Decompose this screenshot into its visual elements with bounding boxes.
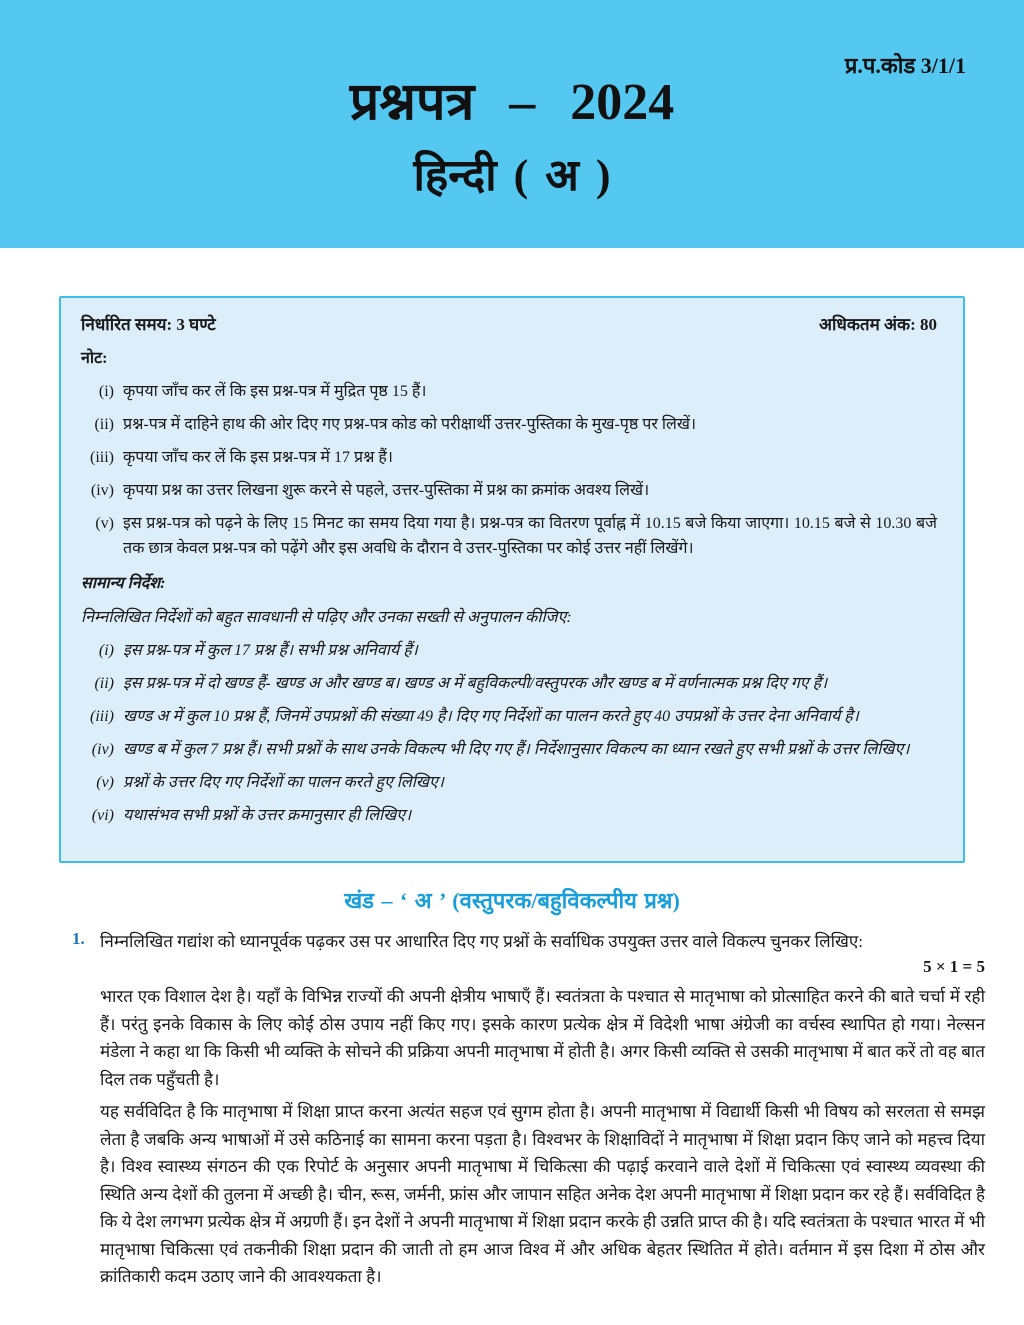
passage-paragraph-1: भारत एक विशाल देश है। यहाँ के विभिन्न राज्यों की अपनी क्षेत्रीय भाषाएँ हैं। स्वतंत्रता के पश्चात से मातृभाषा को प्रोत्साहित करने की बाते चर्चा में रही हैं। परंतु इनके विकास के लिए कोई ठोस उपाय नहीं किए गए। इसके कारण प्रत्येक क्षेत्र में विदेशी भाषा अंग्रेजी का वर्चस्व स्थापित हो गया। नेल्सन मंडेला ने कहा था कि किसी भी व्यक्ति के सोचने की प्रक्रिया अपनी मातृभाषा में होती है। अगर किसी व्यक्ति से उसकी मातृभाषा में बात करें तो वह बात दिल तक पहुँचती है। [100,987,985,1089]
note-item-text: इस प्रश्न-पत्र को पढ़ने के लिए 15 मिनट का समय दिया गया है। प्रश्न-पत्र का वितरण पूर्वाह्न में 10.15 बजे किया जाएगा। 10.15 बजे से 10.30 बजे तक छात्र केवल प्रश्न-पत्र को पढ़ेंगे और इस अवधि के दौरान वे उत्तर-पुस्तिका पर कोई उत्तर नहीं लिखेंगे। [123,515,937,557]
note-item-text: कृपया जाँच कर लें कि इस प्रश्न-पत्र में मुद्रित पृष्ठ 15 हैं। [123,383,427,400]
question-1-passage [100,983,985,1291]
instructions-box [59,296,965,863]
general-item [81,803,937,828]
general-item-number: (vi) [91,807,114,824]
note-item-text: कृपया जाँच कर लें कि इस प्रश्न-पत्र में 17 प्रश्न हैं। [123,449,393,466]
exam-subject: हिन्दी ( अ ) [413,151,611,201]
general-item-number: (iii) [90,708,114,725]
exam-header-banner [0,0,1024,248]
question-1-text: निम्नलिखित गद्यांश को ध्यानपूर्वक पढ़कर उस पर आधारित दिए गए प्रश्नों के सर्वाधिक उपयुक्त उत्तर वाले विकल्प चुनकर लिखिए: [100,932,864,951]
general-instructions-intro: निम्नलिखित निर्देशों को बहुत सावधानी से पढ़िए और उनका सख्ती से अनुपालन कीजिए: [81,609,572,626]
passage-paragraph-2: यह सर्वविदित है कि मातृभाषा में शिक्षा प्राप्त करना अत्यंत सहज एवं सुगम होता है। अपनी मातृभाषा में विद्यार्थी किसी भी विषय को सरलता से समझ लेता है जबकि अन्य भाषाओं में उसे कठिनाई का सामना करना पड़ता है। विश्वभर के शिक्षाविदों ने मातृभाषा में शिक्षा प्रदान किए जाने को महत्त्व दिया है। विश्व स्वास्थ्य संगठन की एक रिपोर्ट के अनुसार अपनी मातृभाषा में चिकित्सा की पढ़ाई करवाने वाले देशों में चिकित्सा एवं स्वास्थ्य व्यवस्था की स्थिति अन्य देशों की तुलना में अच्छी है। चीन, रूस, जर्मनी, फ्रांस और जापान सहित अनेक देश अपनी मातृभाषा में शिक्षा प्रदान कर रहे हैं। सर्वविदित है कि ये देश लगभग प्रत्येक क्षेत्र में अग्रणी हैं। इन देशों ने अपनी मातृभाषा में शिक्षा प्रदान करके ही उन्नति प्राप्त की है। यदि स्वतंत्रता के पश्चात भारत में भी मातृभाषा चिकित्सा एवं तकनीकी शिक्षा प्रदान की जाती तो हम आज विश्व में और अधिक बेहतर स्थितित में होते। वर्तमान में इस दिशा में ठोस और क्रांतिकारी कदम उठाए जाने की आवश्यकता है। [100,1102,985,1286]
general-item-text: इस प्रश्न-पत्र में कुल 17 प्रश्न हैं। सभी प्रश्न अनिवार्य हैं। [123,642,418,659]
notes-list [81,379,937,561]
general-item-number: (v) [96,774,114,791]
general-item [81,737,937,762]
general-item [81,638,937,663]
general-item-text: इस प्रश्न-पत्र में दो खण्ड हैं- खण्ड अ और खण्ड ब। खण्ड अ में बहुविकल्पी/वस्तुपरक और खण्ड ब में वर्णनात्मक प्रश्न दिए गए हैं। [123,675,828,692]
note-item [81,478,937,503]
note-item [81,379,937,404]
general-item-number: (ii) [94,675,114,692]
exam-title: प्रश्नपत्र – 2024 [349,74,675,131]
general-item [81,671,937,696]
question-1-marks: 5 × 1 = 5 [923,957,985,976]
note-item-number: (iv) [90,482,114,499]
question-1 [72,929,985,977]
max-marks: अधिकतम अंक: 80 [819,315,937,334]
general-item-text: खण्ड अ में कुल 10 प्रश्न हैं, जिनमें उपप्रश्नों की संख्या 49 है। दिए गए निर्देशों का पालन करते हुए 40 उपप्रश्नों के उत्तर देना अनिवार्य है। [123,708,859,725]
general-item [81,770,937,795]
note-item-number: (iii) [90,449,114,466]
paper-code: प्र.प.कोड 3/1/1 [844,53,966,78]
note-item-number: (v) [95,515,114,532]
general-item [81,704,937,729]
general-instructions-list [81,638,937,828]
general-item-number: (iv) [91,741,114,758]
instructions-header [81,312,937,337]
general-item-text: यथासंभव सभी प्रश्नों के उत्तर क्रमानुसार ही लिखिए। [123,807,412,824]
note-label: नोट: [81,350,108,367]
general-instructions-label: सामान्य निर्देश: [81,575,166,592]
note-item-text: कृपया प्रश्न का उत्तर लिखना शुरू करने से पहले, उत्तर-पुस्तिका में प्रश्न का क्रमांक अवश्य लिखें। [123,482,650,499]
note-item [81,445,937,470]
time-allowed: निर्धारित समय: 3 घण्टे [81,315,216,334]
question-1-number: 1. [72,929,85,948]
general-item-text: प्रश्नों के उत्तर दिए गए निर्देशों का पालन करते हुए लिखिए। [123,774,444,791]
section-a-heading: खंड – ‘ अ ’ (वस्तुपरक/बहुविकल्पीय प्रश्न) [344,888,680,913]
note-item [81,511,937,561]
note-item [81,412,937,437]
note-item-text: प्रश्न-पत्र में दाहिने हाथ की ओर दिए गए प्रश्न-पत्र कोड को परीक्षार्थी उत्तर-पुस्तिका के मुख-पृष्ठ पर लिखें। [123,416,697,433]
general-item-text: खण्ड ब में कुल 7 प्रश्न हैं। सभी प्रश्नों के साथ उनके विकल्प भी दिए गए हैं। निर्देशानुसार विकल्प का ध्यान रखते हुए सभी प्रश्नों के उत्तर लिखिए। [123,741,910,758]
general-item-number: (i) [98,642,114,659]
note-item-number: (ii) [94,416,114,433]
note-item-number: (i) [98,383,114,400]
